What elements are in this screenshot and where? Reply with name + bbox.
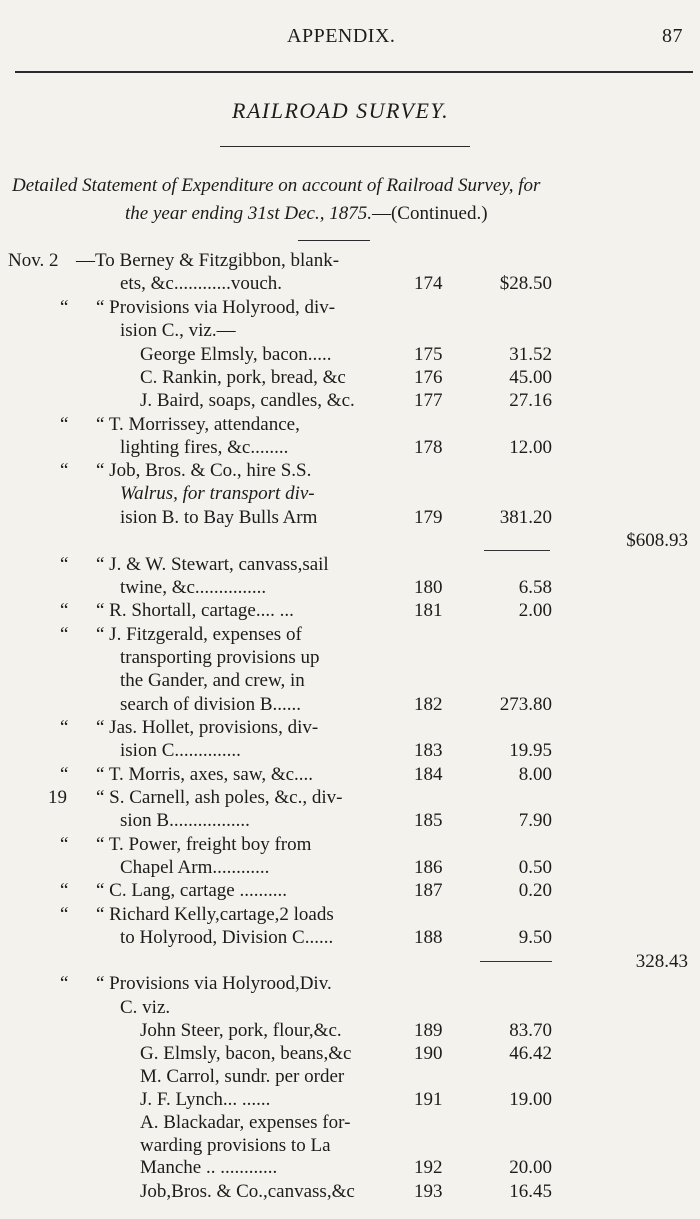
voucher-number: 187: [414, 880, 443, 901]
subtotal: 328.43: [635, 951, 688, 972]
ledger-row: [0, 1019, 700, 1042]
entry-text: to Holyrood, Division C......: [120, 927, 334, 948]
entry-text: “ S. Carnell, ash poles, &c., div-: [96, 787, 343, 808]
ledger-row: [0, 296, 700, 319]
ledger-row: [0, 763, 700, 786]
date-column: 19: [48, 787, 67, 808]
ledger-row: [0, 669, 700, 692]
date-column: “: [60, 717, 69, 738]
voucher-number: 178: [414, 437, 443, 458]
date-column: “: [60, 880, 69, 901]
amount: 31.52: [509, 344, 552, 365]
voucher-number: 180: [414, 577, 443, 598]
amount: 12.00: [509, 437, 552, 458]
date-column: “: [60, 764, 69, 785]
date-column: “: [60, 624, 69, 645]
ledger-row: [0, 413, 700, 436]
date-column: “: [60, 600, 69, 621]
voucher-number: 192: [414, 1157, 443, 1178]
ledger-row: [0, 950, 700, 973]
voucher-number: 177: [414, 390, 443, 411]
entry-text: ision C., viz.—: [120, 320, 236, 341]
entry-text: John Steer, pork, flour,&c.: [140, 1020, 342, 1041]
amount: 273.80: [499, 694, 552, 715]
entry-text: “ J. & W. Stewart, canvass,sail: [96, 554, 329, 575]
amount: 16.45: [509, 1181, 552, 1202]
entry-text: “ Provisions via Holyrood,Div.: [96, 973, 332, 994]
entry-text: ision B. to Bay Bulls Arm: [120, 507, 318, 528]
ledger-row: [0, 809, 700, 832]
ledger-row: [0, 786, 700, 809]
date-column: “: [60, 973, 69, 994]
title-rule: [220, 146, 470, 147]
section-title: RAILROAD SURVEY.: [232, 98, 450, 123]
ledger-row: [0, 1156, 700, 1179]
voucher-number: 184: [414, 764, 443, 785]
ledger-row: [0, 599, 700, 622]
ledger-row: [0, 879, 700, 902]
entry-text: J. F. Lynch... ......: [140, 1089, 271, 1110]
entry-text: “ T. Morrissey, attendance,: [96, 414, 300, 435]
sum-rule: [480, 961, 552, 962]
date-column: “: [60, 460, 69, 481]
running-title: APPENDIX.: [287, 25, 396, 47]
voucher-number: 193: [414, 1181, 443, 1202]
entry-text: —To Berney & Fitzgibbon, blank-: [76, 250, 340, 271]
voucher-number: 186: [414, 857, 443, 878]
amount: 9.50: [518, 927, 552, 948]
ledger-row: [0, 833, 700, 856]
date-column: “: [60, 414, 69, 435]
ledger-row: [0, 739, 700, 762]
ledger-row: [0, 1134, 700, 1157]
entry-text: the Gander, and crew, in: [120, 670, 305, 691]
ledger-row: [0, 623, 700, 646]
subtitle-rule: [298, 240, 370, 241]
amount: 19.95: [509, 740, 552, 761]
date-column: “: [60, 904, 69, 925]
amount: 381.20: [499, 507, 552, 528]
voucher-number: 176: [414, 367, 443, 388]
amount: 2.00: [518, 600, 552, 621]
subtitle-line-2-main: the year ending 31st Dec., 1875.: [125, 203, 372, 224]
ledger-row: [0, 646, 700, 669]
entry-text: “ Provisions via Holyrood, div-: [96, 297, 336, 318]
entry-text: transporting provisions up: [120, 647, 320, 668]
voucher-number: 182: [414, 694, 443, 715]
amount: 83.70: [509, 1020, 552, 1041]
entry-text: C. viz.: [120, 997, 171, 1018]
ledger-row: [0, 1180, 700, 1203]
ledger-row: [0, 436, 700, 459]
ledger-row: [0, 459, 700, 482]
entry-text: twine, &c...............: [120, 577, 267, 598]
entry-text: “ C. Lang, cartage ..........: [96, 880, 287, 901]
subtitle-line-2: [125, 204, 488, 223]
ledger-row: [0, 1042, 700, 1065]
amount: 0.50: [518, 857, 552, 878]
ledger-row: [0, 1111, 700, 1134]
entry-text: “ T. Morris, axes, saw, &c....: [96, 764, 314, 785]
entry-text: sion B.................: [120, 810, 250, 831]
entry-text: “ Richard Kelly,cartage,2 loads: [96, 904, 334, 925]
ledger-row: [0, 482, 700, 505]
subtitle-continued: —(Continued.): [371, 203, 488, 224]
amount: 20.00: [509, 1157, 552, 1178]
ledger-row: [0, 1088, 700, 1111]
amount: 6.58: [518, 577, 552, 598]
ledger-row: [0, 553, 700, 576]
entry-text: Walrus, for transport div-: [120, 483, 315, 504]
entry-text: C. Rankin, pork, bread, &c: [140, 367, 346, 388]
entry-text: M. Carrol, sundr. per order: [140, 1066, 345, 1087]
entry-text: George Elmsly, bacon.....: [140, 344, 332, 365]
ledger-row: [0, 926, 700, 949]
ledger-row: [0, 529, 700, 552]
entry-text: “ J. Fitzgerald, expenses of: [96, 624, 302, 645]
ledger-row: [0, 903, 700, 926]
header-rule: [15, 71, 693, 73]
ledger-row: [0, 693, 700, 716]
entry-text: “ Jas. Hollet, provisions, div-: [96, 717, 319, 738]
entry-text: “ T. Power, freight boy from: [96, 834, 312, 855]
entry-text: lighting fires, &c........: [120, 437, 289, 458]
ledger-row: [0, 576, 700, 599]
amount: 27.16: [509, 390, 552, 411]
ledger-row: [0, 343, 700, 366]
subtotal: $608.93: [626, 530, 688, 551]
amount: 7.90: [518, 810, 552, 831]
amount: 0.20: [518, 880, 552, 901]
entry-text: G. Elmsly, bacon, beans,&c: [140, 1043, 352, 1064]
amount: 8.00: [518, 764, 552, 785]
ledger-row: [0, 366, 700, 389]
amount: 45.00: [509, 367, 552, 388]
entry-text: Chapel Arm............: [120, 857, 270, 878]
entry-text: ision C..............: [120, 740, 241, 761]
date-column: “: [60, 554, 69, 575]
date-column: Nov. 2: [8, 250, 59, 271]
date-column: “: [60, 834, 69, 855]
ledger-row: [0, 249, 700, 272]
amount: $28.50: [499, 273, 552, 294]
ledger-row: [0, 996, 700, 1019]
voucher-number: 181: [414, 600, 443, 621]
voucher-number: 183: [414, 740, 443, 761]
entry-text: “ R. Shortall, cartage.... ...: [96, 600, 294, 621]
entry-text: J. Baird, soaps, candles, &c.: [140, 390, 355, 411]
voucher-number: 179: [414, 507, 443, 528]
amount: 19.00: [509, 1089, 552, 1110]
entry-text: Job,Bros. & Co.,canvass,&c: [140, 1181, 355, 1202]
voucher-number: 188: [414, 927, 443, 948]
ledger-row: [0, 972, 700, 995]
page-number: 87: [662, 25, 683, 47]
amount: 46.42: [509, 1043, 552, 1064]
ledger-row: [0, 319, 700, 342]
voucher-number: 191: [414, 1089, 443, 1110]
entry-text: Manche .. ............: [140, 1157, 278, 1178]
voucher-number: 175: [414, 344, 443, 365]
entry-text: warding provisions to La: [140, 1135, 331, 1156]
ledger-row: [0, 856, 700, 879]
entry-text: search of division B......: [120, 694, 302, 715]
voucher-number: 174: [414, 273, 443, 294]
ledger-row: [0, 1065, 700, 1088]
entry-text: ets, &c............vouch.: [120, 273, 283, 294]
ledger-row: [0, 272, 700, 295]
subtitle-line-1: Detailed Statement of Expenditure on account of Railroad Survey, for: [12, 175, 541, 196]
ledger-row: [0, 389, 700, 412]
entry-text: “ Job, Bros. & Co., hire S.S.: [96, 460, 312, 481]
voucher-number: 185: [414, 810, 443, 831]
ledger-row: [0, 506, 700, 529]
voucher-number: 189: [414, 1020, 443, 1041]
voucher-number: 190: [414, 1043, 443, 1064]
sum-rule: [484, 550, 550, 551]
ledger-row: [0, 716, 700, 739]
entry-text: A. Blackadar, expenses for-: [140, 1112, 351, 1133]
date-column: “: [60, 297, 69, 318]
